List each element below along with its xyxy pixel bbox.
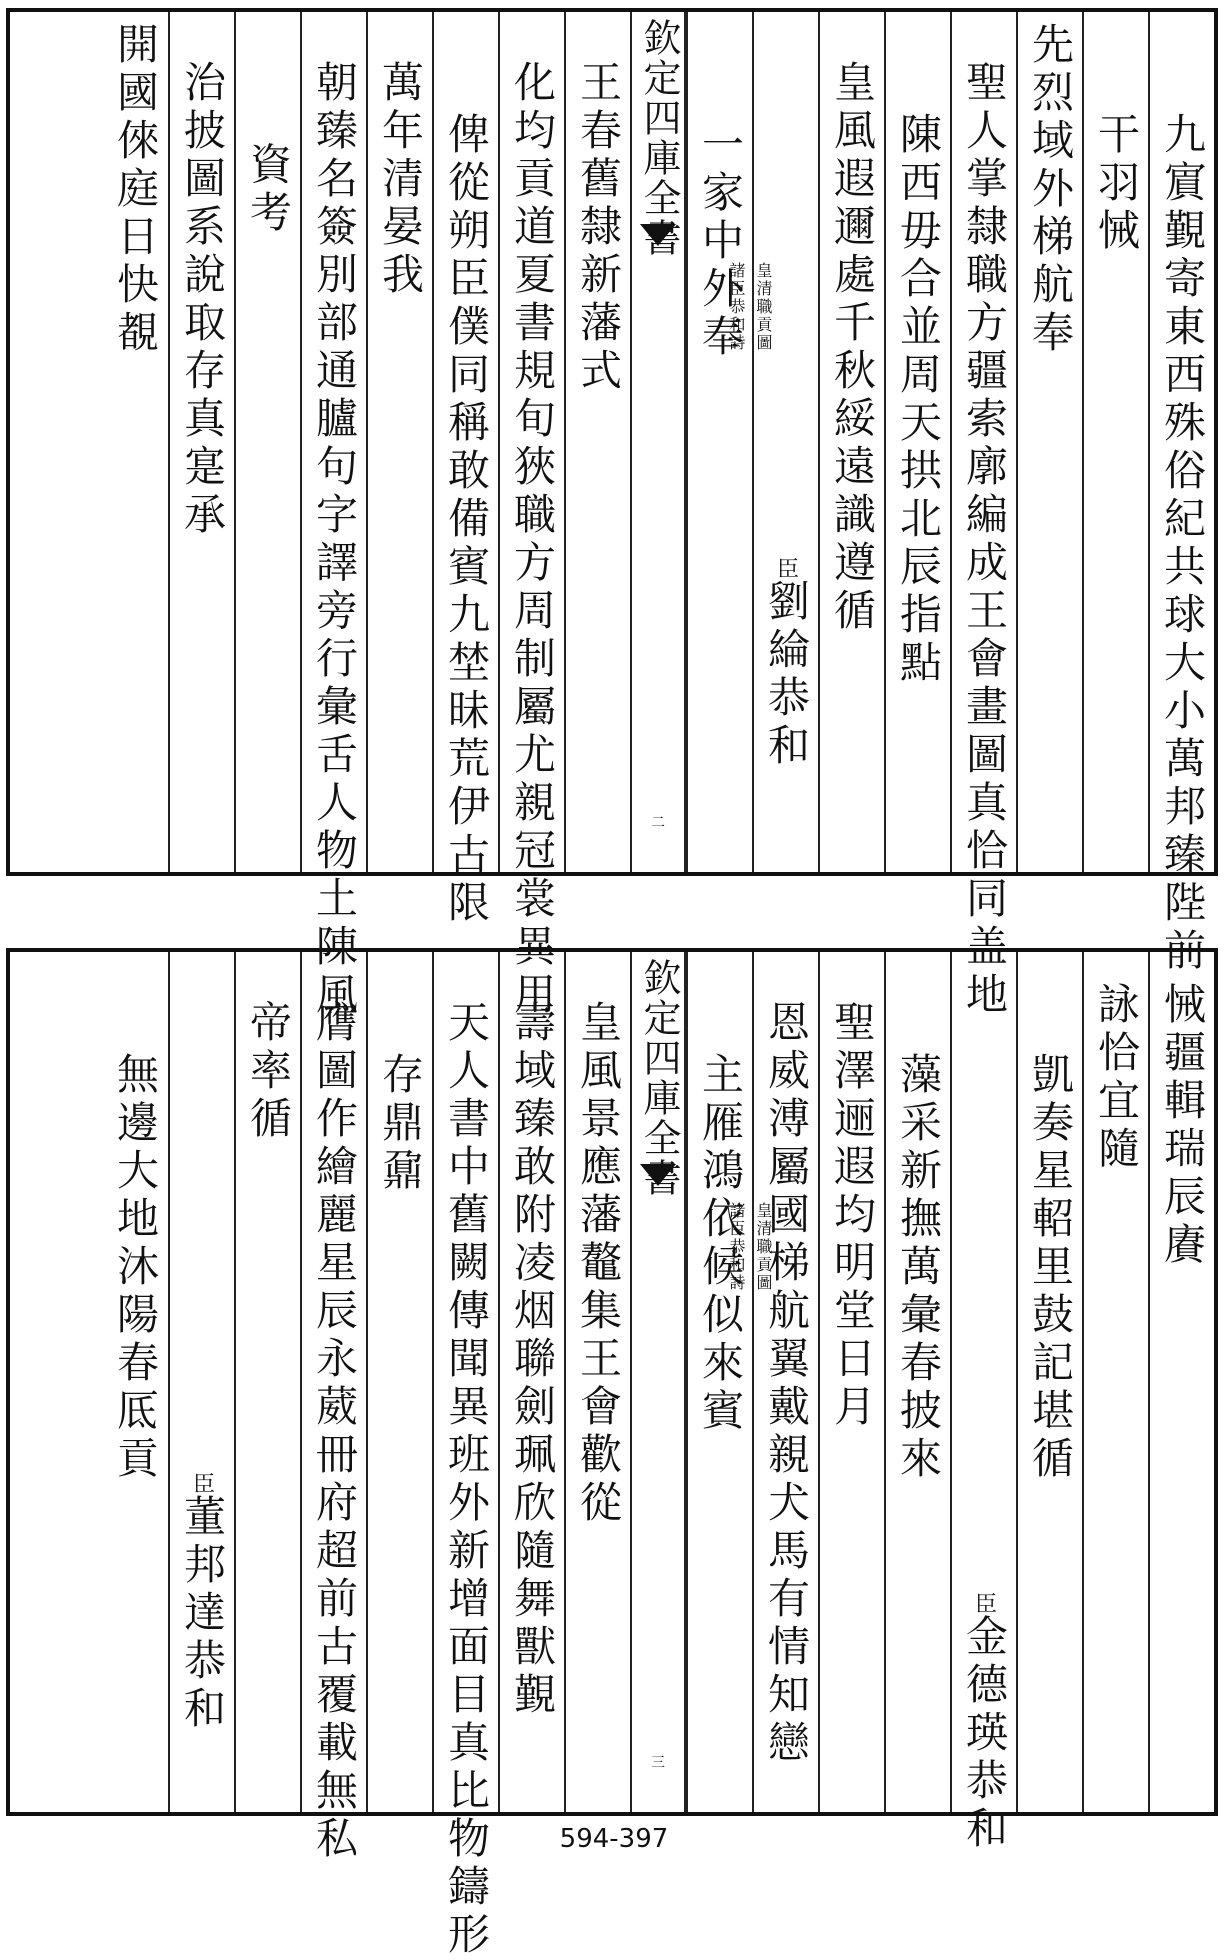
column-text: 干羽悈 <box>1092 112 1141 256</box>
text-column <box>564 12 630 872</box>
text-column <box>752 952 818 1812</box>
signature-column <box>752 12 818 872</box>
column-text: 恩威溥屬國梯航翼戴親犬馬有情知戀 <box>762 1000 811 1768</box>
column-text: 化均貢道夏書規旬狹職方周制屬尤親冠裳異用 <box>508 60 557 1020</box>
text-column <box>1082 12 1148 872</box>
column-text: 壽域臻敢附凌烟聯劍珮欣隨舞獸覲 <box>508 1000 557 1720</box>
column-text: 詠恰宜隨 <box>1092 982 1141 1174</box>
text-column <box>366 952 432 1812</box>
chen-mark: 臣 <box>773 557 799 579</box>
signature <box>52 1472 352 1734</box>
text-column <box>686 12 752 872</box>
column-text: 朝臻名簽別部通臚句字譯旁行彙舌人物土陳風 <box>310 60 359 1020</box>
subtitle-right: 皇清職貢圖 <box>754 262 773 352</box>
fishtail-mark <box>640 1164 676 1186</box>
column-text: 開國倈庭日快覩 <box>111 22 160 358</box>
text-column <box>818 952 884 1812</box>
column-text: 一家中外奉 <box>696 122 745 362</box>
text-column <box>950 12 1016 1020</box>
signature-name: 劉綸恭和 <box>762 579 811 771</box>
column-text: 先烈域外梯航奉 <box>1026 22 1075 358</box>
column-text: 膺圖作繪麗星辰永葳冊府超前古覆載無私 <box>310 1000 359 1864</box>
column-text: 皇風遐邇處千秋綏遠識遵循 <box>828 60 877 636</box>
signature-column <box>168 952 234 1812</box>
column-text: 資考 <box>244 142 293 238</box>
center-title: 欽定四庫全書 <box>636 18 681 258</box>
signature-name: 金德瑛恭和 <box>960 1614 1009 1854</box>
column-text: 萬年清晏我 <box>376 60 425 300</box>
column-text: 聖澤逦遐均明堂日月 <box>828 1000 877 1432</box>
page-footer-number: 594-397 <box>559 1824 669 1854</box>
column-text: 天人書中舊闕傳聞異班外新增面目真比物鑄形 <box>442 1000 491 1960</box>
column-text: 主雁鴻依候似來賓 <box>696 1052 745 1436</box>
text-column <box>498 12 564 1020</box>
text-column <box>366 12 432 872</box>
text-column <box>102 12 168 872</box>
text-column <box>1148 952 1214 1812</box>
text-column <box>884 952 950 1812</box>
page-number: 三 <box>651 1755 665 1771</box>
center-title: 欽定四庫全書 <box>636 958 681 1198</box>
column-text: 悈疆輯瑞辰賡 <box>1158 982 1207 1270</box>
text-column <box>564 952 630 1812</box>
fishtail-mark <box>640 224 676 246</box>
column-text: 帝率循 <box>244 1000 293 1144</box>
chen-mark: 臣 <box>189 1472 215 1494</box>
text-column <box>498 952 564 1812</box>
text-column <box>432 952 498 1960</box>
column-text: 俾從朔臣僕同稱敢備賓九埜昧荒伊古限 <box>442 112 491 928</box>
column-text: 無邊大地沐陽春厎貢 <box>111 1052 160 1484</box>
text-column <box>234 12 300 872</box>
signature-column <box>950 952 1016 1854</box>
column-text: 九賔覲寄東西殊俗紀共球大小萬邦臻陛前 <box>1158 112 1207 976</box>
text-column <box>168 12 234 872</box>
column-text: 王春舊隸新藩式 <box>574 60 623 396</box>
text-column <box>1016 12 1082 872</box>
subtitle-left: 諸臣恭和詩 <box>727 262 746 352</box>
column-text: 皇風景應藩鼇集王會歡從 <box>574 1000 623 1528</box>
column-text: 聖人掌隸職方疆索廓編成王會畫圖真恰同盖地 <box>960 60 1009 1020</box>
text-column <box>432 12 498 928</box>
subtitle-left: 諸臣恭和詩 <box>727 1202 746 1292</box>
top-page <box>6 8 1218 1020</box>
page-number: 二 <box>651 815 665 831</box>
text-column <box>102 952 168 1812</box>
text-column <box>1148 12 1214 976</box>
text-column <box>686 952 752 1812</box>
text-column <box>300 12 366 1020</box>
column-text: 凱奏星軺里鼓記堪循 <box>1026 1052 1075 1484</box>
subtitle-right: 皇清職貢圖 <box>754 1202 773 1292</box>
column-text: 藻采新撫萬彙春披來 <box>894 1052 943 1484</box>
chen-mark: 臣 <box>971 1592 997 1614</box>
column-text: 陳西毋合並周天拱北辰指點 <box>894 112 943 688</box>
column-text: 存鼎鼐 <box>376 1052 425 1196</box>
signature-name: 董邦達恭和 <box>178 1494 227 1734</box>
column-text: 治披圖系說取存真寔承 <box>178 60 227 540</box>
